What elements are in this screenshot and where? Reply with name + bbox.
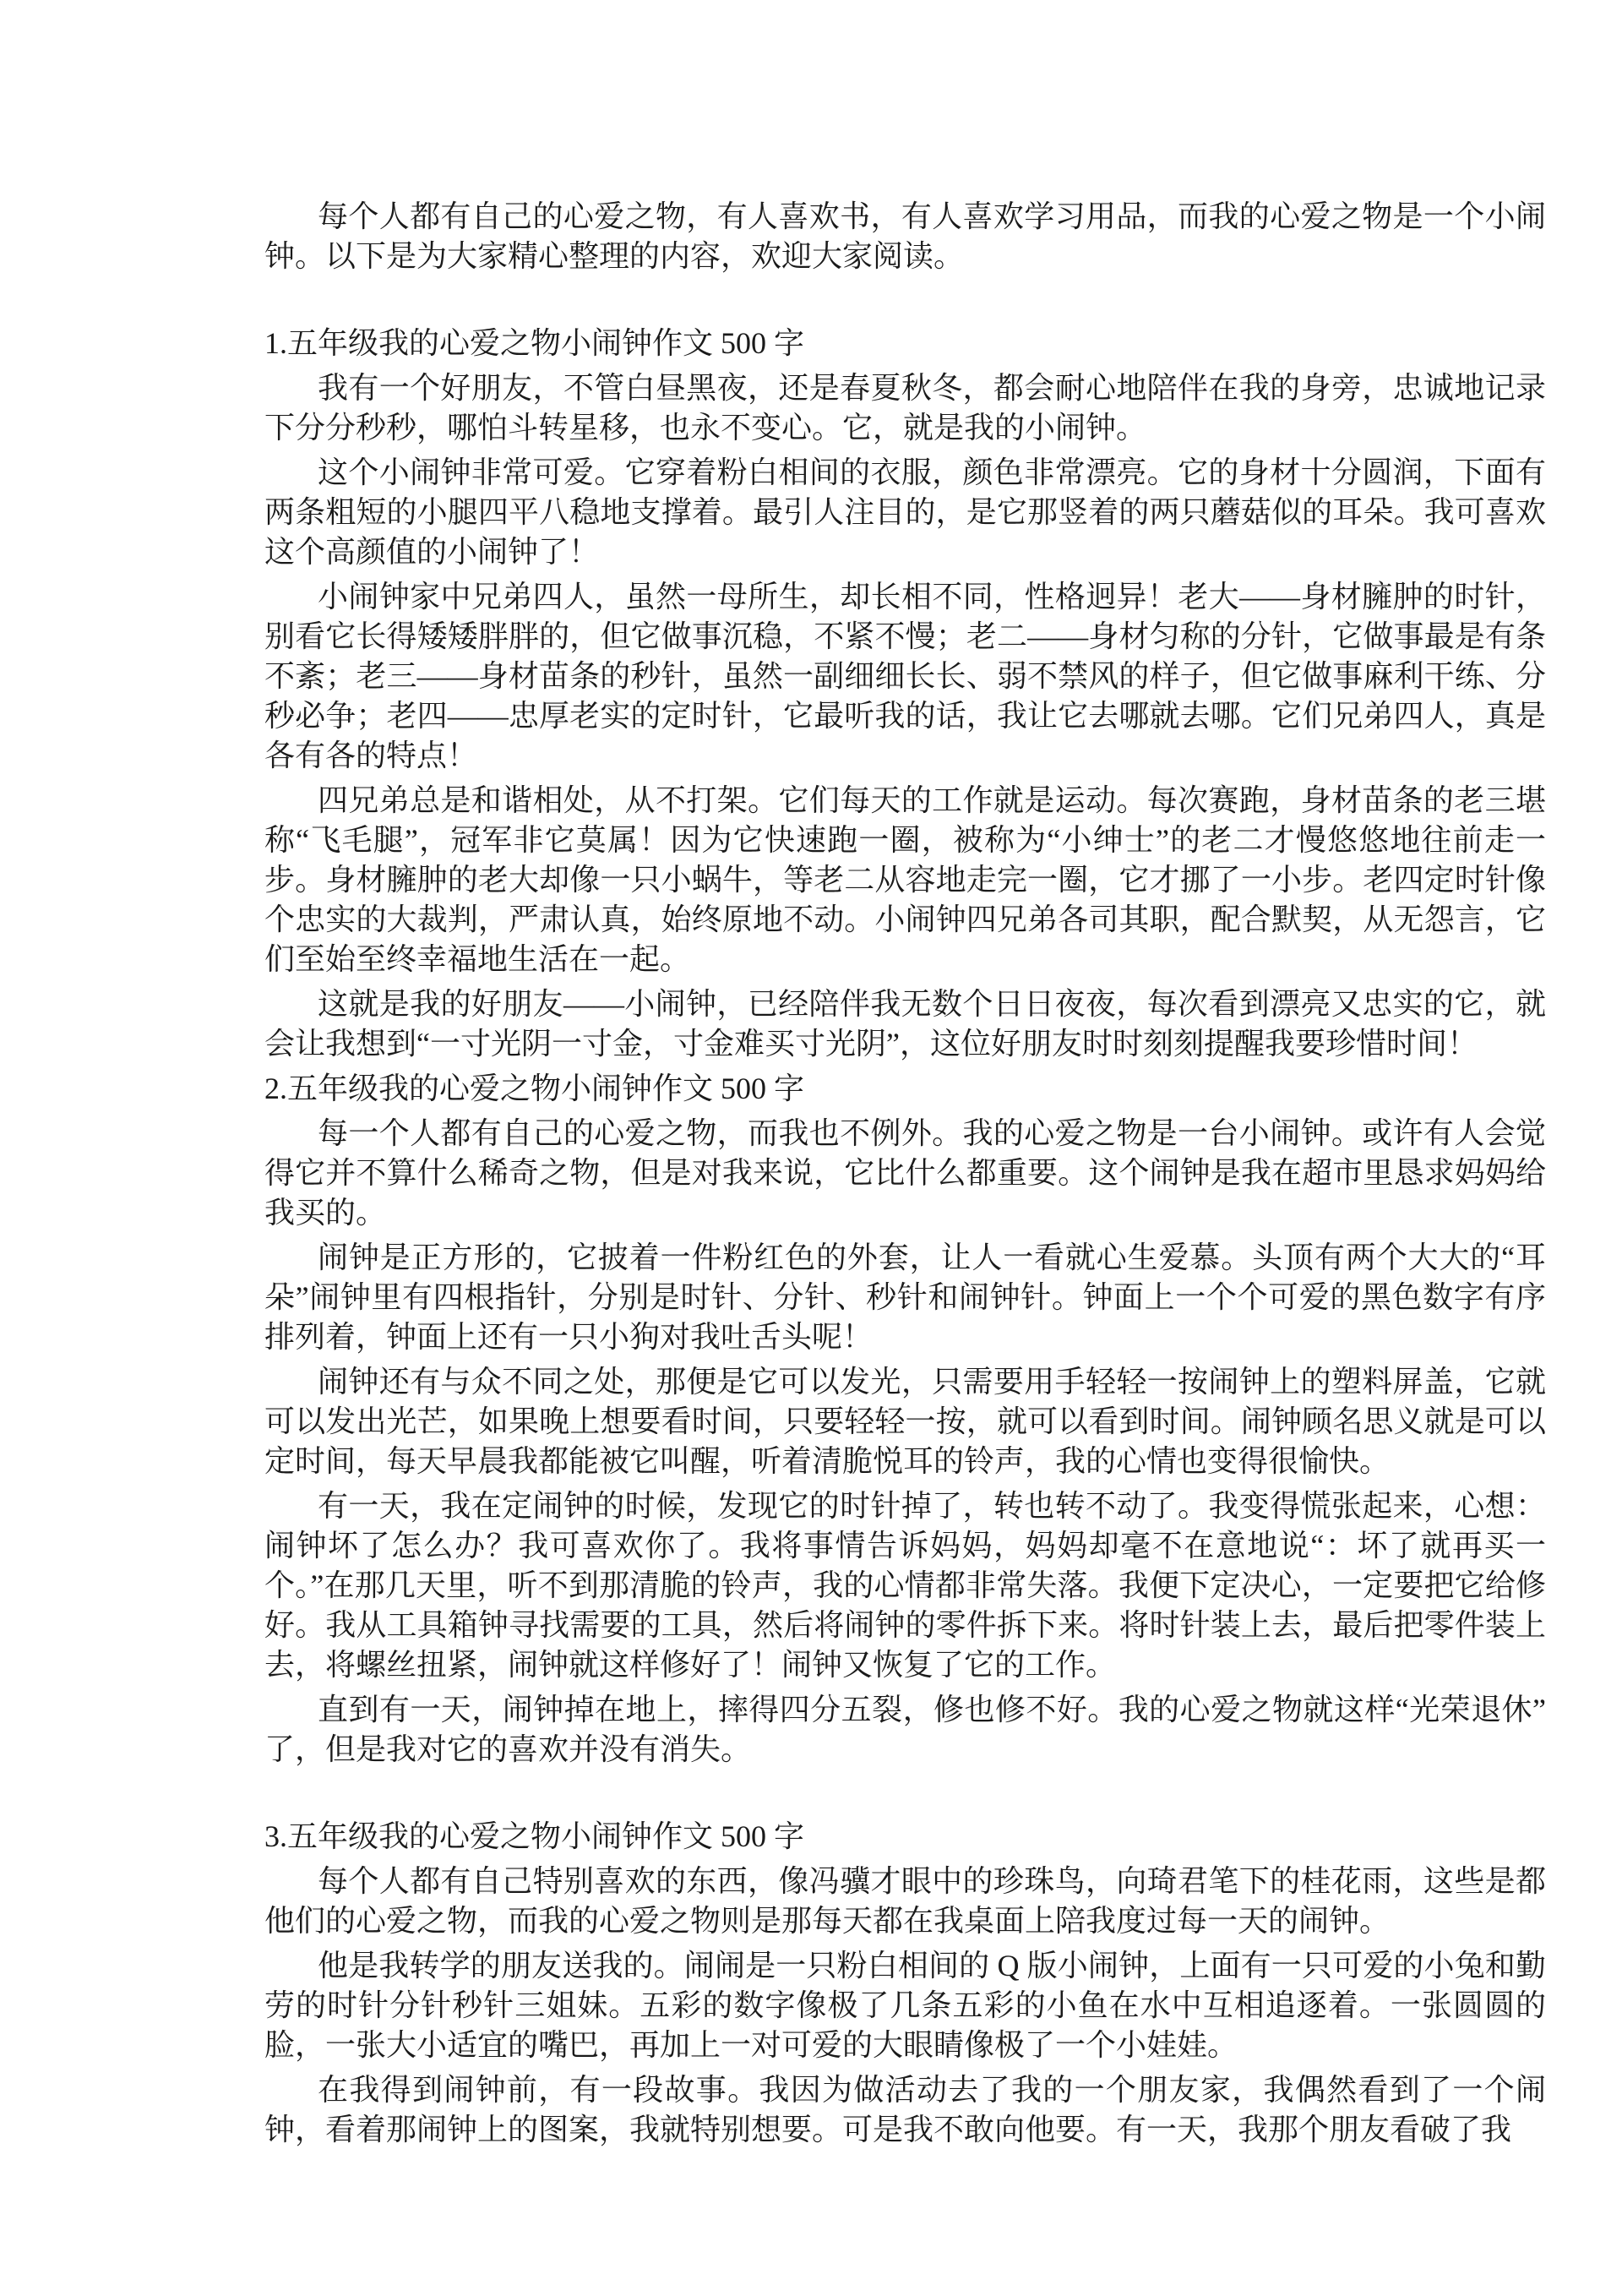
section-heading: 1.五年级我的心爱之物小闹钟作文 500 字 [264, 326, 805, 360]
paragraph: 闹钟是正方形的，它披着一件粉红色的外套，让人一看就心生爱慕。头顶有两个大大的“耳朵”闹钟里有四根指针，分别是时针、分针、秒针和闹钟针。钟面上一个个可爱的黑色数字有序排列着，钟面上还有一只小狗对我吐舌头呢！ [264, 1241, 1546, 1354]
paragraph: 小闹钟家中兄弟四人，虽然一母所生，却长相不同，性格迥异！老大——身材臃肿的时针，别看它长得矮矮胖胖的，但它做事沉稳，不紧不慢；老二——身材匀称的分针，它做事最是有条不紊；老三——身材苗条的秒针，虽然一副细细长长、弱不禁风的样子，但它做事麻利干练、分秒必争；老四——忠厚老实的定时针，它最听我的话，我让它去哪就去哪。它们兄弟四人，真是各有各的特点！ [264, 580, 1546, 772]
section-heading: 2.五年级我的心爱之物小闹钟作文 500 字 [264, 1072, 805, 1105]
paragraph: 他是我转学的朋友送我的。闹闹是一只粉白相间的 Q 版小闹钟，上面有一只可爱的小兔和勤劳的时针分针秒针三姐妹。五彩的数字像极了几条五彩的小鱼在水中互相追逐着。一张圆圆的脸，一张大小适宜的嘴巴，再加上一对可爱的大眼睛像极了一个小娃娃。 [264, 1949, 1546, 2062]
paragraph: 闹钟还有与众不同之处，那便是它可以发光，只需要用手轻轻一按闹钟上的塑料屏盖，它就可以发出光芒，如果晚上想要看时间，只要轻轻一按，就可以看到时间。闹钟顾名思义就是可以定时间，每天早晨我都能被它叫醒，听着清脆悦耳的铃声，我的心情也变得很愉快。 [264, 1365, 1546, 1478]
section-gap [264, 281, 1546, 324]
paragraph: 有一天，我在定闹钟的时候，发现它的时针掉了，转也转不动了。我变得慌张起来，心想：闹钟坏了怎么办？我可喜欢你了。我将事情告诉妈妈，妈妈却毫不在意地说“：坏了就再买一个。”在那几天里，听不到那清脆的铃声，我的心情都非常失落。我便下定决心，一定要把它给修好。我从工具箱钟寻找需要的工具，然后将闹钟的零件拆下来。将时针装上去，最后把零件装上去，将螺丝扭紧，闹钟就这样修好了！闹钟又恢复了它的工作。 [264, 1489, 1546, 1682]
paragraph: 这就是我的好朋友——小闹钟，已经陪伴我无数个日日夜夜，每次看到漂亮又忠实的它，就会让我想到“一寸光阴一寸金，寸金难买寸光阴”，这位好朋友时时刻刻提醒我要珍惜时间！ [264, 987, 1546, 1061]
paragraph: 每个人都有自己的心爱之物，有人喜欢书，有人喜欢学习用品，而我的心爱之物是一个小闹钟。以下是为大家精心整理的内容，欢迎大家阅读。 [264, 199, 1546, 273]
paragraph: 在我得到闹钟前，有一段故事。我因为做活动去了我的一个朋友家，我偶然看到了一个闹钟，看着那闹钟上的图案，我就特别想要。可是我不敢向他要。有一天，我那个朋友看破了我 [264, 2073, 1546, 2146]
essay-text-column [264, 197, 1546, 2155]
paragraph: 四兄弟总是和谐相处，从不打架。它们每天的工作就是运动。每次赛跑，身材苗条的老三堪称“飞毛腿”，冠军非它莫属！因为它快速跑一圈，被称为“小绅士”的老二才慢悠悠地往前走一步。身材臃肿的老大却像一只小蜗牛，等老二从容地走完一圈，它才挪了一小步。老四定时针像个忠实的大裁判，严肃认真，始终原地不动。小闹钟四兄弟各司其职，配合默契，从无怨言，它们至始至终幸福地生活在一起。 [264, 783, 1546, 976]
paragraph: 直到有一天，闹钟掉在地上，摔得四分五裂，修也修不好。我的心爱之物就这样“光荣退休”了，但是我对它的喜欢并没有消失。 [264, 1693, 1546, 1766]
paragraph: 每一个人都有自己的心爱之物，而我也不例外。我的心爱之物是一台小闹钟。或许有人会觉得它并不算什么稀奇之物，但是对我来说，它比什么都重要。这个闹钟是我在超市里恳求妈妈给我买的。 [264, 1116, 1546, 1230]
section-gap [264, 1775, 1546, 1817]
paragraph: 这个小闹钟非常可爱。它穿着粉白相间的衣服，颜色非常漂亮。它的身材十分圆润，下面有两条粗短的小腿四平八稳地支撑着。最引人注目的，是它那竖着的两只蘑菇似的耳朵。我可喜欢这个高颜值的小闹钟了！ [264, 455, 1546, 569]
paragraph: 我有一个好朋友，不管白昼黑夜，还是春夏秋冬，都会耐心地陪伴在我的身旁，忠诚地记录下分分秒秒，哪怕斗转星移，也永不变心。它，就是我的小闹钟。 [264, 371, 1546, 444]
paragraph: 每个人都有自己特别喜欢的东西，像冯骥才眼中的珍珠鸟，向琦君笔下的桂花雨，这些是都他们的心爱之物，而我的心爱之物则是那每天都在我桌面上陪我度过每一天的闹钟。 [264, 1864, 1546, 1938]
section-heading: 3.五年级我的心爱之物小闹钟作文 500 字 [264, 1819, 805, 1853]
